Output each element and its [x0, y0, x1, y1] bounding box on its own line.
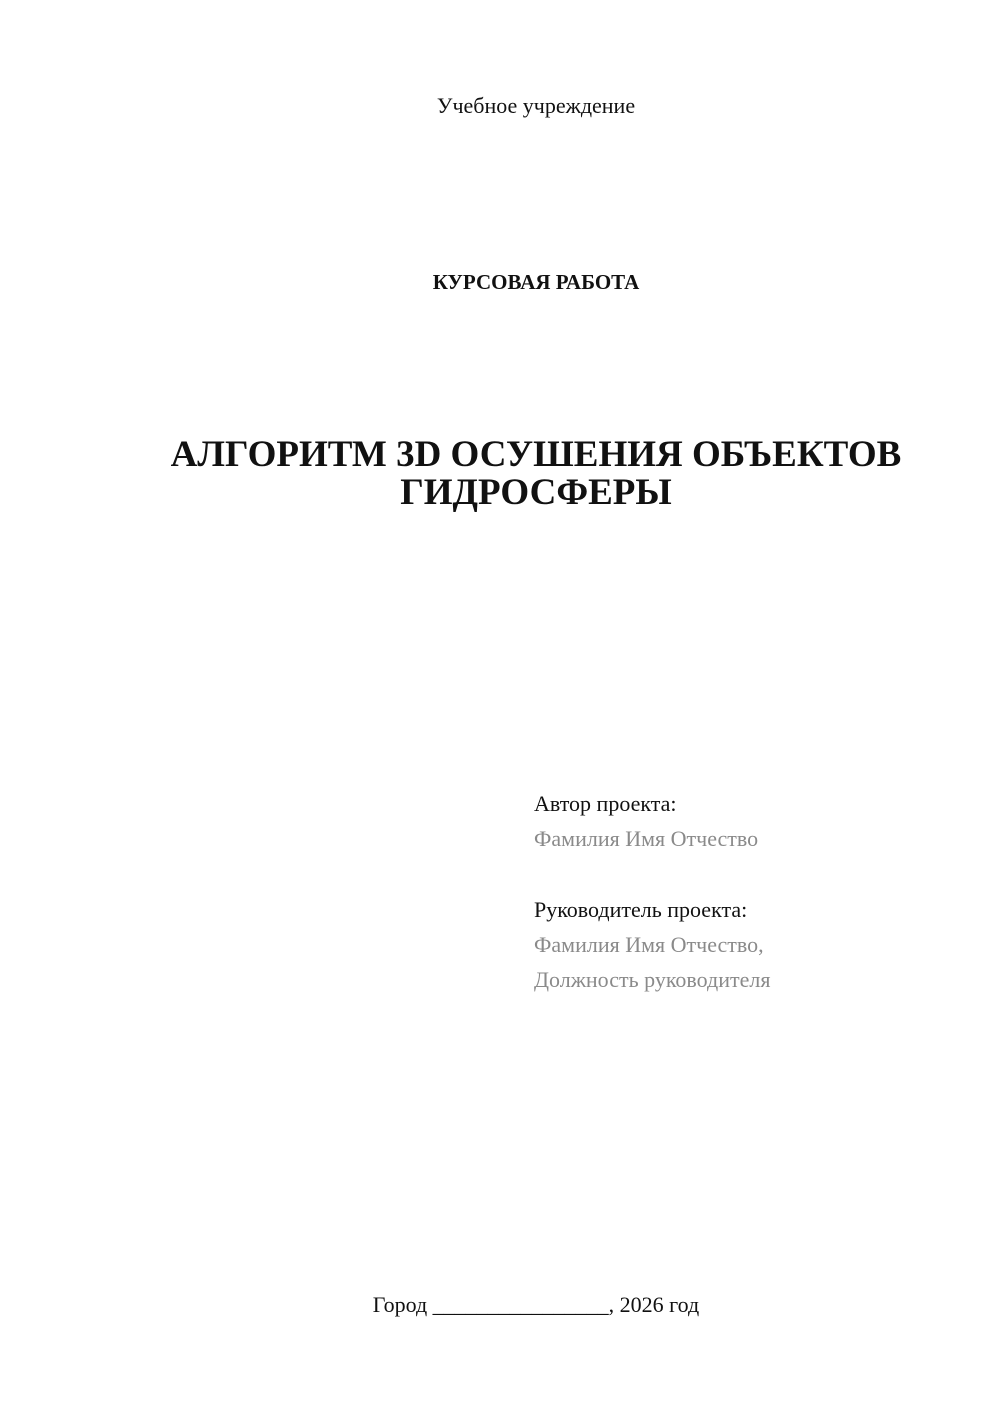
supervisor-position: Должность руководителя: [534, 967, 771, 992]
work-type-heading: КУРСОВАЯ РАБОТА: [432, 270, 640, 294]
supervisor-label: Руководитель проекта:: [534, 897, 748, 922]
author-name: Фамилия Имя Отчество: [534, 826, 759, 851]
title-line-1: АЛГОРИТМ 3D ОСУШЕНИЯ ОБЪЕКТОВ: [170, 434, 902, 475]
title-line-2: ГИДРОСФЕРЫ: [400, 472, 672, 513]
city-year-footer: Город ________________, 2026 год: [372, 1292, 700, 1317]
author-label: Автор проекта:: [534, 791, 677, 816]
supervisor-name: Фамилия Имя Отчество,: [534, 932, 764, 957]
people-block: [534, 786, 974, 997]
spacer: [534, 856, 974, 892]
document-title: [0, 436, 1000, 512]
institution-name: Учебное учреждение: [436, 93, 636, 118]
